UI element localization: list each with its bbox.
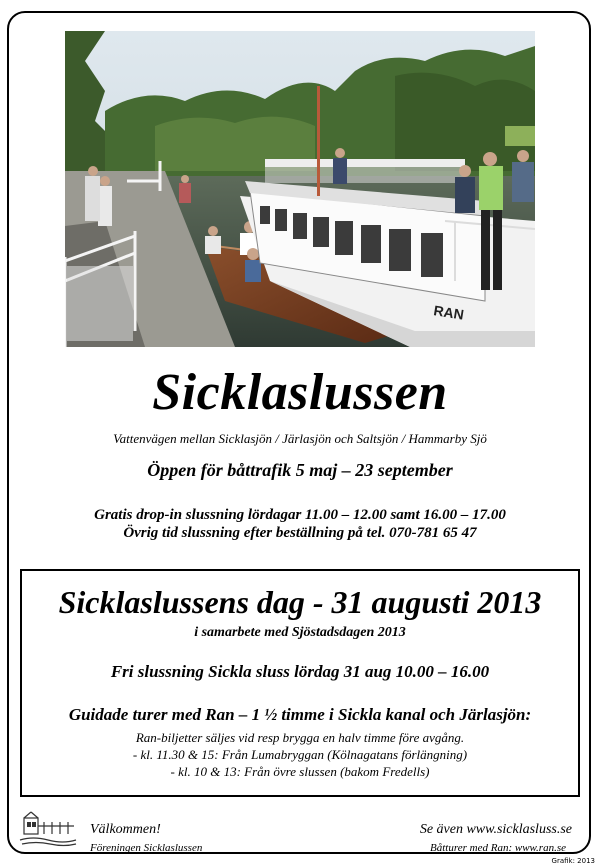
lock-photo [65,31,535,347]
boat-in-lock-image [65,31,535,347]
organization-name: Föreningen Sicklaslussen [90,842,203,854]
departure-1: - kl. 11.30 & 15: Från Lumabryggan (Kölnagatans förlängning) [132,747,468,762]
drop-in-info [0,506,600,542]
ran-website-link[interactable]: Båtturer med Ran: www.ran.se [430,842,566,854]
free-lock-info: Fri slussning Sickla sluss lördag 31 aug 10.00 – 16.00 [110,662,490,681]
departure-2: - kl. 10 & 13: Från övre slussen (bakom Fredells) [170,764,430,779]
event-box [20,569,580,797]
sicklaslussen-logo [18,810,78,848]
graphics-credit: Grafik: 2013 [551,857,595,865]
welcome-text: Välkommen! [90,822,161,837]
opening-season: Öppen för båttrafik 5 maj – 23 september [147,460,453,480]
guided-tours-details [22,729,578,780]
drop-in-hours: Gratis drop-in slussning lördagar 11.00 – 12.00 samt 16.00 – 17.00 [94,507,506,523]
waterway-subtitle: Vattenvägen mellan Sicklasjön / Järlasjön och Saltsjön / Hammarby Sjö [113,431,487,446]
booking-phone: Övrig tid slussning efter beställning på tel. 070-781 65 47 [123,525,477,541]
page-title: Sicklaslussen [152,364,448,421]
guided-tours-heading: Guidade turer med Ran – 1 ½ timme i Sickla kanal och Järlasjön: [68,705,532,724]
event-title: Sicklaslussens dag - 31 augusti 2013 [58,584,542,620]
sicklasluss-website-link[interactable]: Se även www.sicklasluss.se [419,822,572,837]
boat-name-label: RAN [432,302,466,323]
ticket-info: Ran-biljetter säljes vid resp brygga en halv timme före avgång. [135,730,465,745]
event-subtitle: i samarbete med Sjöstadsdagen 2013 [194,625,406,640]
